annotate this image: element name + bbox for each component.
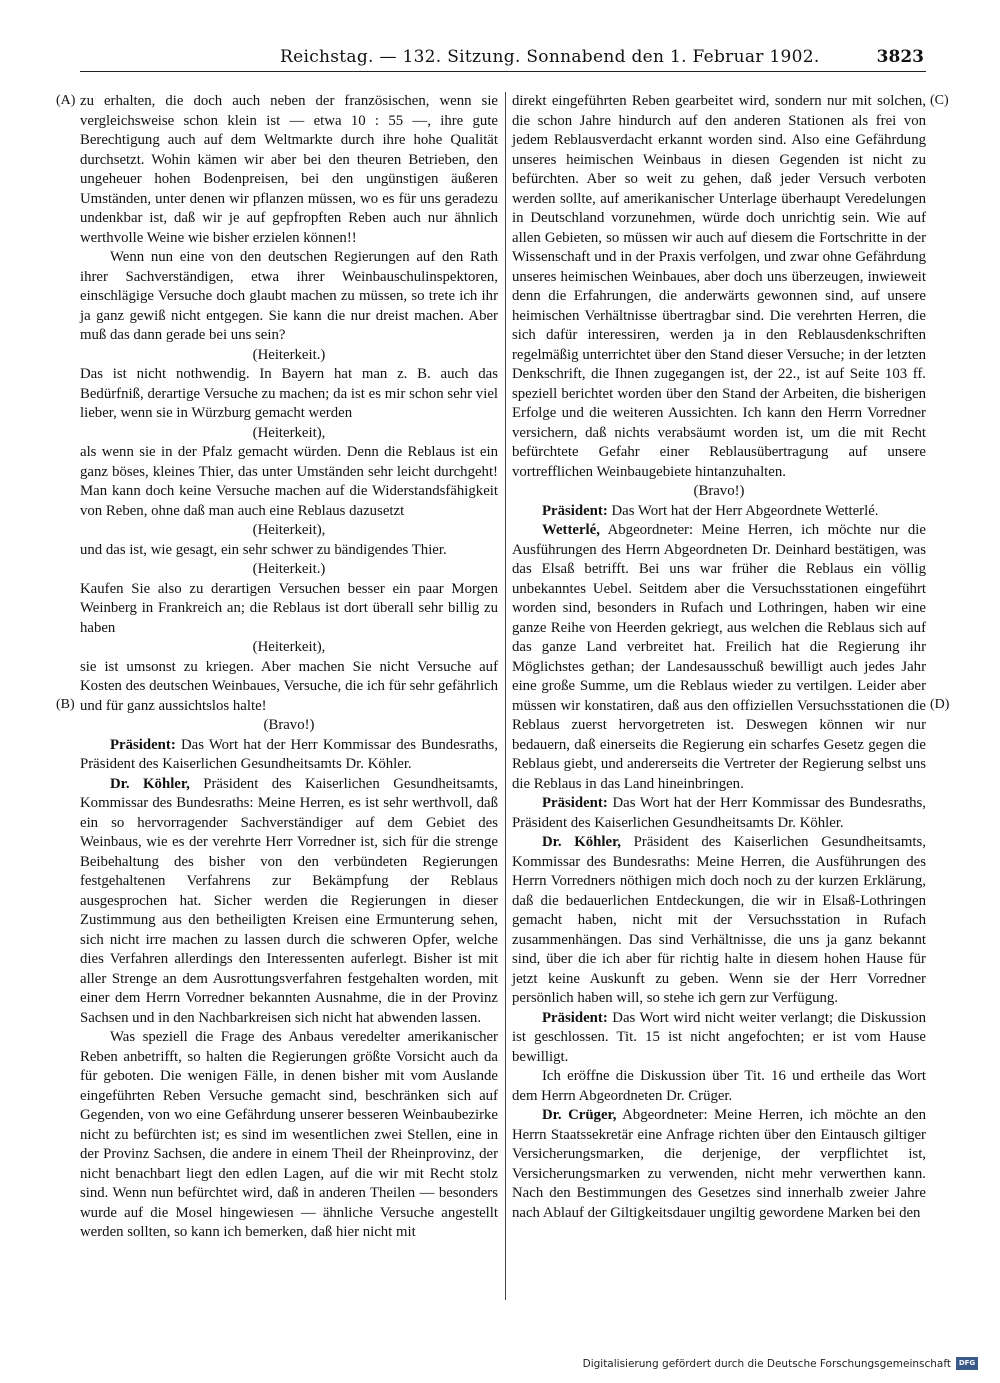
speaker-name: Dr. Köhler, <box>542 834 621 850</box>
paragraph <box>80 1028 498 1243</box>
margin-mark-b: (B) <box>56 697 75 712</box>
speaker-name: Präsident: <box>110 736 176 753</box>
paragraph-text: Das Wort hat der Herr Kommissar des Bundesraths, Präsident des Kaiserlichen Gesundheitsamts Dr. Köhler. <box>80 736 498 772</box>
paragraph <box>80 443 498 521</box>
speaker-name: Dr. Köhler, <box>110 775 190 792</box>
paragraph-text: Das Wort hat der Herr Abgeordnete Wetterlé. <box>611 502 879 519</box>
paragraph <box>512 794 926 833</box>
paragraph-text: (Bravo!) <box>263 717 315 733</box>
interjection <box>80 424 498 444</box>
paragraph <box>80 580 498 639</box>
paragraph <box>512 1067 926 1106</box>
footer <box>583 1357 978 1370</box>
page-header <box>80 45 926 72</box>
paragraph-text: Das Wort hat der Herr Kommissar des Bundesraths, Präsident des Kaiserlichen Gesundheitsamts Dr. Köhler. <box>512 795 926 831</box>
footer-text: Digitalisierung gefördert durch die Deutsche Forschungsgemeinschaft <box>582 1357 951 1370</box>
paragraph-text: Abgeordneter: Meine Herren, ich möchte nur die Ausführungen des Herrn Abgeordneten Dr. Deinhard bestätigen, was das Elsaß betrifft. Bei uns war früher die Reblaus ein völlig unbekanntes Uebel. Seitdem aber die Versuchsstationen eingeführt worden sind, besonders in Rufach und Lothringen, haben wir eine ganze Reihe von Heerden gekriegt, aus welchen die Reblaus sich auf das ganze Land verbreitet hat. Freilich hat die Regierung ihr Möglichstes gethan; der Landesausschuß bewilligt auch jedes Jahr eine große Summe, um die Reblaus wieder zu vertilgen. Leider aber müssen wir konstatiren, daß aus den offiziellen Versuchsstationen die Reblaus zuerst hervorgetreten ist. Deswegen können wir nur bedauern, daß einerseits die Regierung ein scharfes Gesetz gegen die Reblaus giebt, und andererseits die Vertreter der Regierung selbst uns die Reblaus in das Land hineinbringen. <box>512 522 926 792</box>
paragraph <box>512 521 926 794</box>
paragraph <box>512 1106 926 1223</box>
paragraph-text: (Heiterkeit), <box>252 424 326 441</box>
paragraph <box>512 502 926 522</box>
paragraph-text: direkt eingeführten Reben gearbeitet wird, sondern nur mit solchen, die schon Jahre hindurch auf den anderen Stationen als frei von jedem Reblausverdacht erkannt worden sind. Also eine Gefährdung unseres heimischen Weinbaus in diesen Gegenden ist nicht zu befürchten. Aber so weit zu gehen, daß jeder Versuch verboten werden sollte, auf amerikanischer Unterlage überhaupt Veredelungen in Deutschland vorzunehmen, würde doch unrichtig sein. Wie auf allen Gebieten, so müssen wir auch auf diesem die Fortschritte in der Wissenschaft und in der Praxis verfolgen, und zwar ohne Gefährdung unseres heimischen Weinbaues, aber doch uns überzeugen, inwieweit denn die Erfahrungen, die anderwärts gewonnen sind, auf unsere heimischen Verhältnisse übertragbar sind. Die verehrten Herren, die sich dafür interessiren, werden ja in den Reblausdenkschriften regelmäßig unterrichtet über den Stand dieser Versuche; in der letzten Denkschrift, die Ihnen zugegangen ist, der 22., ist auf Seite 103 ff. speziell berichtet worden über den Stand der Arbeiten, die bisherigen Erfolge und die weiteren Aussichten. Ich kann den Herrn Vorredner versichern, daß nichts verabsäumt worden ist, um die mit Recht befürchtete Gefahr einer Reblausübertragung auf unsere vortrefflichen Weinbaugebiete hintanzuhalten. <box>512 93 926 480</box>
paragraph-text: Präsident des Kaiserlichen Gesundheitsamts, Kommissar des Bundesraths: Meine Herren, es ist sehr werthvoll, daß ein so hervorragender Sachverständiger auf dem Gebiet des Weinbaus, wie es der verehrte Herr Vorredner ist, sich für die strenge Beibehaltung des bisher von den verbündeten Regierungen festgehaltenen Verfahrens zur Bekämpfung der Reblaus ausgesprochen hat. Sicher werden die Regierungen in dieser Zustimmung aus den betheiligten Kreisen eine Ermunterung sehen, sich nicht irre machen zu lassen durch die schweren Opfer, welche dies Verfahren allerdings den Interessenten auferlegt. Bisher ist mit aller Strenge an dem Ausrottungsverfahren festgehalten worden, mit einer dem Herrn Vorredner bekannten Ausnahme, die in der Provinz Sachsen und in den Nachbarkreisen sich nicht hat abwenden lassen. <box>80 775 498 1026</box>
speaker-name: Wetterlé, <box>542 522 600 538</box>
speaker-name: Dr. Crüger, <box>542 1107 617 1123</box>
speaker-name: Präsident: <box>542 1009 608 1026</box>
speaker-name: Präsident: <box>542 795 608 811</box>
interjection <box>80 716 498 736</box>
interjection <box>80 346 498 366</box>
paragraph <box>80 92 498 248</box>
paragraph <box>512 833 926 1009</box>
paragraph-text: Abgeordneter: Meine Herren, ich möchte an den Herrn Staatssekretär eine Anfrage richten über den Eintausch giltiger Versicherungsmarken, die derjenige, der verpflichtet ist, Versicherungsmarken zu verwenden, nicht mehr verwerthen kann. Nach den Bestimmungen des Gesetzes sind innerhalb zweier Jahre nach Ablauf der Giltigkeitsdauer ungiltig gewordene Marken bei den <box>512 1107 926 1221</box>
paragraph <box>512 92 926 482</box>
paragraph-text: (Heiterkeit), <box>252 639 326 655</box>
paragraph-text: Wenn nun eine von den deutschen Regierungen auf den Rath ihrer Sachverständigen, etwa ihrer Weinbauschulinspektoren, einschlägige Versuche doch glaubt machen zu müssen, so trete ich ihr ja ganz gewiß nicht entgegen. Sie kann die nur dreist machen. Aber muß das dann gerade bei uns sein? <box>80 249 498 343</box>
interjection <box>80 560 498 580</box>
paragraph-text: Das ist nicht nothwendig. In Bayern hat man z. B. auch das Bedürfniß, derartige Versuche zu machen; da ist es mir schon sehr viel lieber, wenn sie in Würzburg gemacht werden <box>80 366 498 421</box>
paragraph <box>80 658 498 717</box>
margin-mark-d: (D) <box>930 697 950 712</box>
margin-mark-c: (C) <box>930 93 949 108</box>
header-title: Reichstag. — 132. Sitzung. Sonnabend den 1. Februar 1902. <box>280 47 820 67</box>
interjection <box>80 638 498 658</box>
paragraph <box>512 1009 926 1068</box>
column-divider <box>505 92 506 1300</box>
margin-mark-a: (A) <box>56 93 76 108</box>
paragraph <box>80 365 498 424</box>
paragraph-text: Das Wort wird nicht weiter verlangt; die Diskussion ist geschlossen. Tit. 15 ist nicht angefochten; er ist vom Hause bewilligt. <box>512 1009 927 1065</box>
right-column <box>512 92 926 1223</box>
paragraph <box>80 736 498 775</box>
paragraph <box>80 775 498 1029</box>
paragraph-text: zu erhalten, die doch auch neben der französischen, wenn sie vergleichsweise schon klein ist — etwa 10 : 55 —, ihre gute Berechtigung auch auf dem Weltmarkte durch ihre hohe Qualität durchsetzt. Wohin kämen wir aber bei den theuren Betrieben, den ungeheuer hohen Bodenpreisen, bei den ungünstigen äußeren Umständen, unter denen wir pflanzen müssen, wo es für uns geradezu undenkbar ist, daß wir je auf gepfropften Reben auch nur ähnlich werthvolle Weine wie bisher erzielen können!! <box>80 93 498 246</box>
interjection <box>80 521 498 541</box>
paragraph <box>80 248 498 346</box>
paragraph-text: Was speziell die Frage des Anbaus veredelter amerikanischer Reben anbetrifft, so halten die Regierungen größte Vorsicht auch da für geboten. Die wenigen Fälle, in denen bisher mit vom Auslande eingeführten Reben Versuche gemacht sind, beschränken sich auf Gegenden, von wo eine Gefährdung unserer besseren Weinbaubezirke nicht zu befürchten ist; es sind im wesentlichen zwei Stellen, eine in der Provinz Sachsen, die andere in einem Theil der Rheinprovinz, der nicht benachbart liegt den edlen Lagen, auf die wir mit Recht stolz sind. Wenn nun befürchtet wird, daß in anderen Theilen — besonders wurde auf die Mosel hingewiesen — ähnliche Versuche angestellt werden sollten, so kann ich bemerken, daß hier nicht mit <box>80 1029 498 1240</box>
paragraph-text: Kaufen Sie also zu derartigen Versuchen besser ein paar Morgen Weinberg in Frankreich an; die Reblaus ist dort überall sehr billig zu haben <box>80 580 498 636</box>
speaker-name: Präsident: <box>542 502 608 519</box>
interjection <box>512 482 926 502</box>
paragraph-text: (Heiterkeit.) <box>252 561 326 577</box>
dfg-logo: DFG <box>956 1357 978 1370</box>
page-number: 3823 <box>876 47 924 67</box>
paragraph <box>80 541 498 561</box>
paragraph-text: sie ist umsonst zu kriegen. Aber machen Sie nicht Versuche auf Kosten des deutschen Weinbaues, Versuche, die ich für sehr gefährlich und für ganz aussichtslos halte! <box>80 658 498 714</box>
paragraph-text: (Heiterkeit.) <box>252 346 326 363</box>
paragraph-text: als wenn sie in der Pfalz gemacht würden. Denn die Reblaus ist ein ganz böses, kleines Thier, das unter Umständen sehr leicht durchgeht! Man kann doch keine Versuche machen auf die Widerstandsfähigkeit von Reben, ohne daß man auch eine Reblaus dazusetzt <box>80 444 498 519</box>
paragraph-text: und das ist, wie gesagt, ein sehr schwer zu bändigendes Thier. <box>80 541 447 558</box>
paragraph-text: Ich eröffne die Diskussion über Tit. 16 und ertheile das Wort dem Herrn Abgeordneten Dr. Crüger. <box>512 1068 926 1104</box>
paragraph-text: Präsident des Kaiserlichen Gesundheitsamts, Kommissar des Bundesraths: Meine Herren, die Ausführungen des Herrn Vorredners nöthigen mich doch noch zu der kurzen Erklärung, daß die bedauerlichen Entdeckungen, die wir in Elsaß-Lothringen gemacht haben, nicht mit der Versuchsstation in Rufach zusammenhängen. Das sind Verhältnisse, die uns ja ganz bekannt sind, über die ich aber für richtig halte in diesem hohen Hause für jetzt keine Auskunft zu geben. Wenn sie der Herr Vorredner persönlich haben will, so stehe ich gern zur Verfügung. <box>512 834 926 1006</box>
left-column <box>80 92 498 1243</box>
paragraph-text: (Bravo!) <box>693 483 745 499</box>
paragraph-text: (Heiterkeit), <box>252 522 326 538</box>
